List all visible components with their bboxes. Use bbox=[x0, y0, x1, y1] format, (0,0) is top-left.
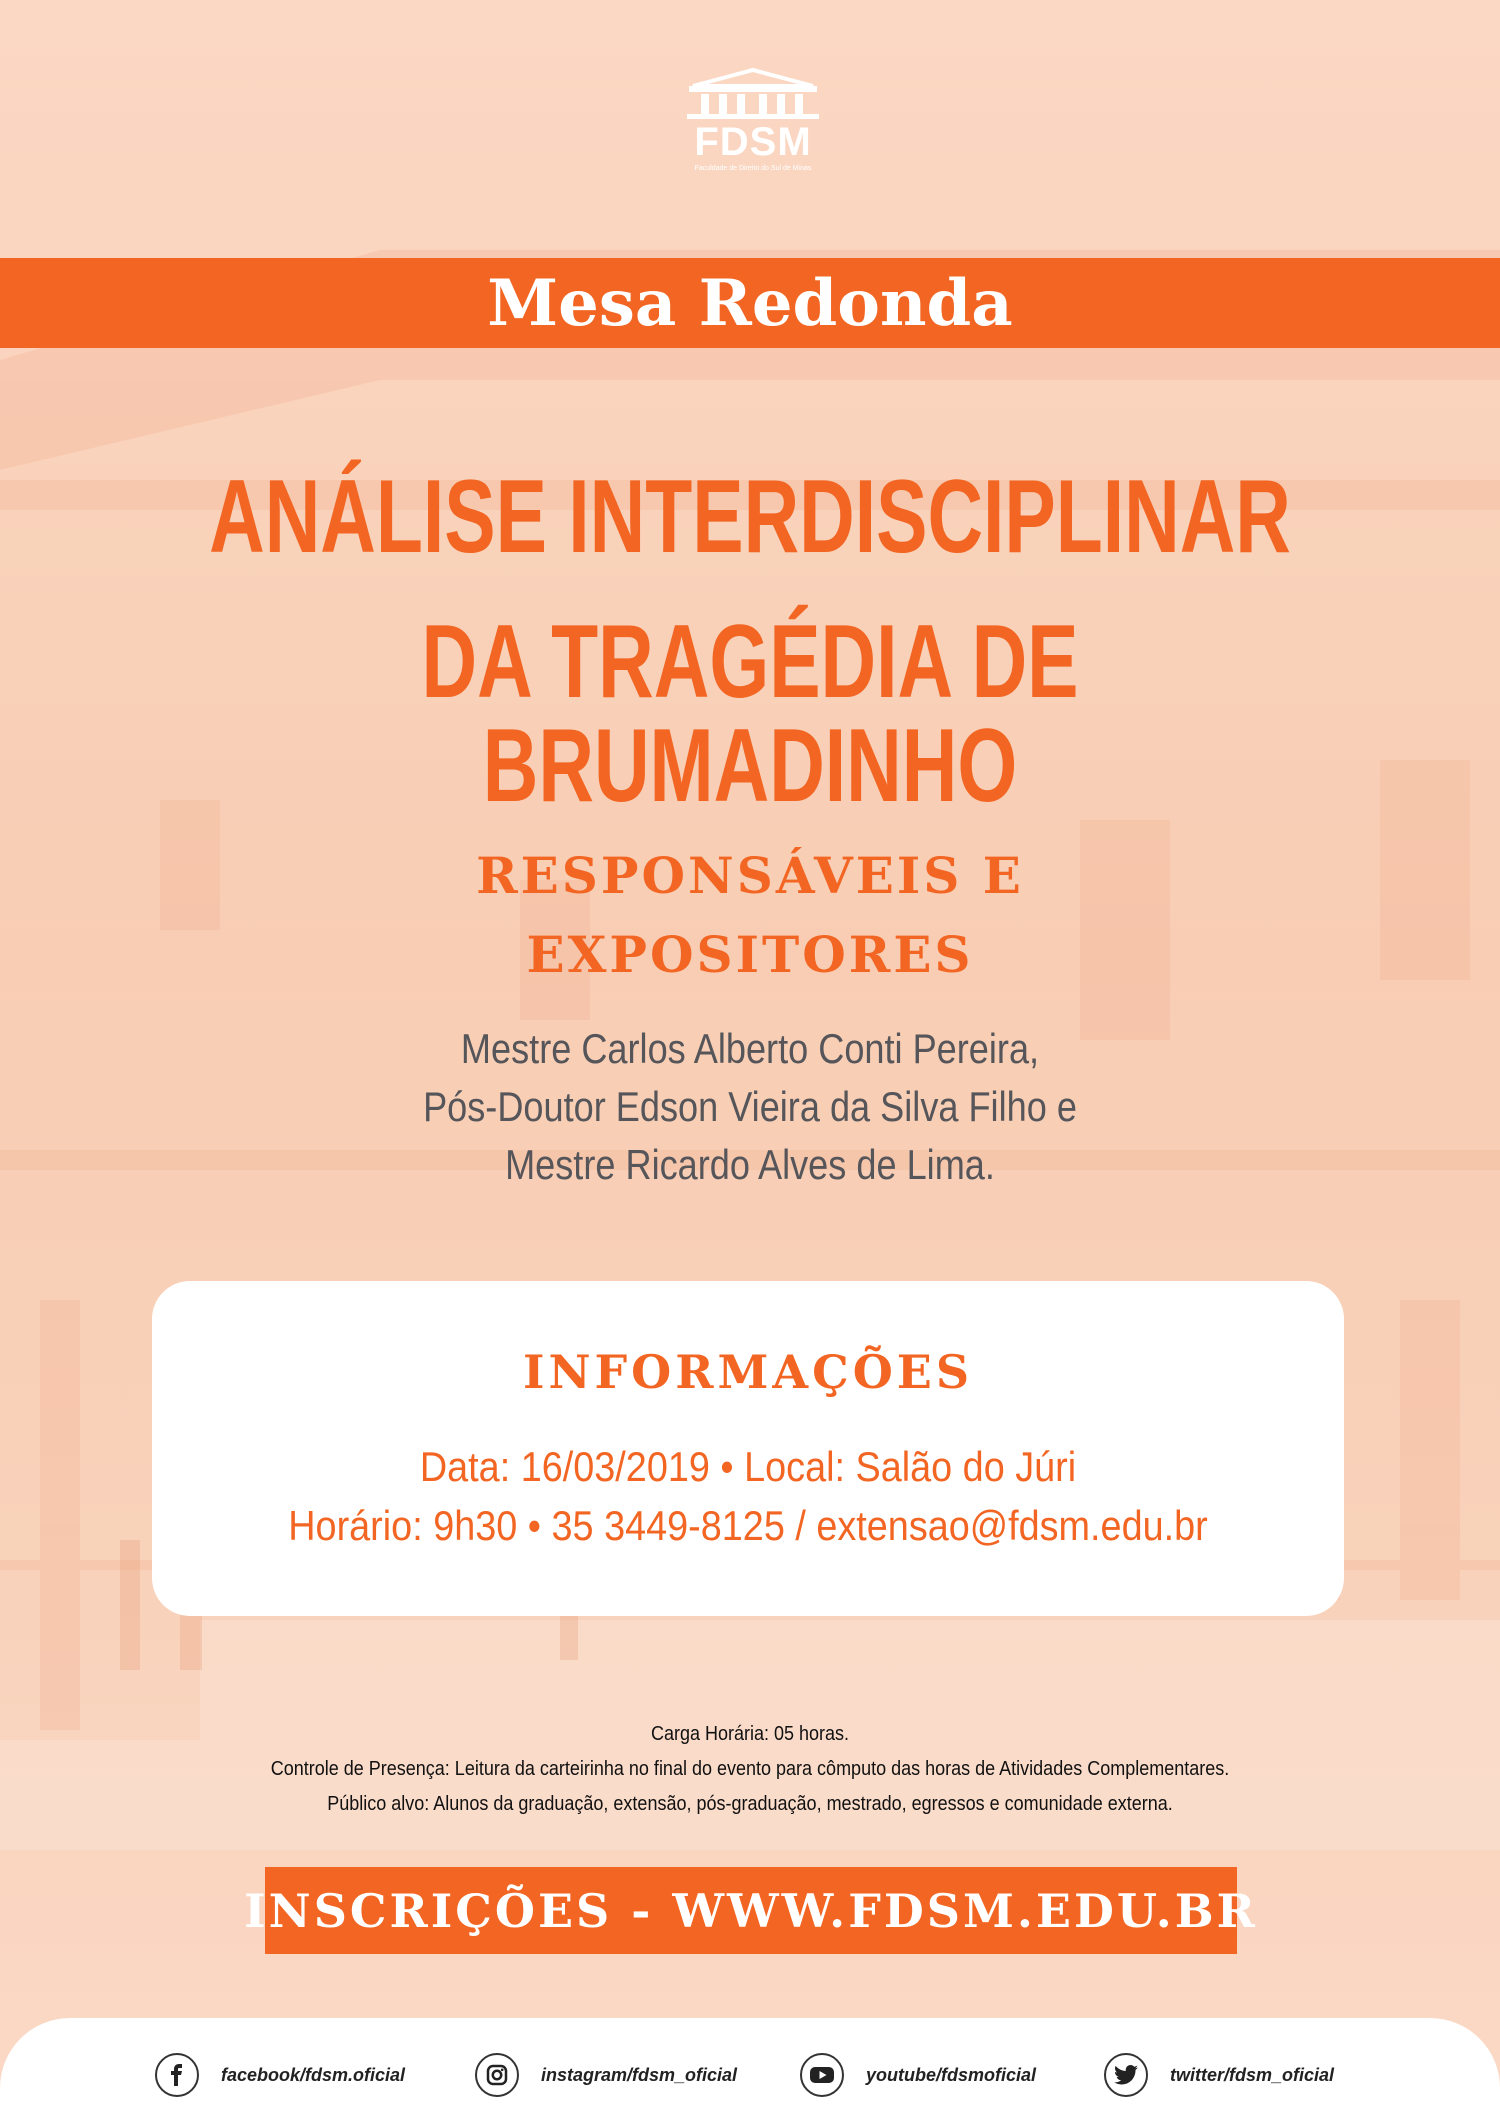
instagram-icon bbox=[475, 2053, 519, 2097]
twitter-icon bbox=[1104, 2053, 1148, 2097]
facebook-handle[interactable]: facebook/fdsm.oficial bbox=[221, 2064, 406, 2085]
event-type-label: Mesa Redonda bbox=[487, 265, 1013, 341]
speaker-name: Pós-Doutor Edson Vieira da Silva Filho e bbox=[423, 1083, 1077, 1130]
event-notes bbox=[0, 1717, 1500, 1822]
logo-subtitle: Faculdade de Direito do Sul de Minas bbox=[694, 165, 812, 172]
facebook-icon bbox=[155, 2053, 199, 2097]
note-workload: Carga Horária: 05 horas. bbox=[650, 1723, 850, 1745]
info-card bbox=[152, 1281, 1344, 1616]
building-icon bbox=[683, 66, 823, 120]
event-title-line-2: DA TRAGÉDIA DE BRUMADINHO bbox=[421, 604, 1079, 824]
social-footer bbox=[0, 2018, 1500, 2121]
event-title-line-1: ANÁLISE INTERDISCIPLINAR bbox=[209, 459, 1291, 575]
info-time-contact: Horário: 9h30 • 35 3449-8125 / extensao@fdsm.edu.br bbox=[288, 1502, 1208, 1549]
social-twitter[interactable] bbox=[1104, 2053, 1334, 2097]
speaker-name: Mestre Ricardo Alves de Lima. bbox=[505, 1141, 995, 1188]
registration-banner[interactable] bbox=[244, 1867, 1258, 1954]
youtube-icon bbox=[800, 2053, 844, 2097]
twitter-handle[interactable]: twitter/fdsm_oficial bbox=[1170, 2064, 1335, 2085]
note-attendance: Controle de Presença: Leitura da carteirinha no final do evento para cômputo das horas de Atividades Complementares. bbox=[270, 1758, 1230, 1780]
instagram-handle[interactable]: instagram/fdsm_oficial bbox=[541, 2064, 738, 2085]
speaker-name: Mestre Carlos Alberto Conti Pereira, bbox=[460, 1025, 1040, 1072]
event-type-banner bbox=[0, 258, 1500, 348]
social-youtube[interactable] bbox=[800, 2053, 1036, 2097]
social-instagram[interactable] bbox=[475, 2053, 737, 2097]
logo-wordmark: FDSM bbox=[694, 120, 812, 164]
note-audience: Público alvo: Alunos da graduação, extensão, pós-graduação, mestrado, egressos e comunidade externa. bbox=[327, 1793, 1173, 1815]
speakers-heading-line-1: RESPONSÁVEIS E bbox=[476, 846, 1024, 905]
speakers-heading-line-2: EXPOSITORES bbox=[526, 925, 974, 984]
info-date-location: Data: 16/03/2019 • Local: Salão do Júri bbox=[419, 1443, 1077, 1490]
fdsm-logo bbox=[683, 66, 823, 194]
registration-link[interactable]: INSCRIÇÕES - WWW.FDSM.EDU.BR bbox=[244, 1883, 1258, 1938]
youtube-handle[interactable]: youtube/fdsmoficial bbox=[866, 2064, 1037, 2085]
info-heading: INFORMAÇÕES bbox=[522, 1345, 974, 1399]
social-facebook[interactable] bbox=[155, 2053, 405, 2097]
